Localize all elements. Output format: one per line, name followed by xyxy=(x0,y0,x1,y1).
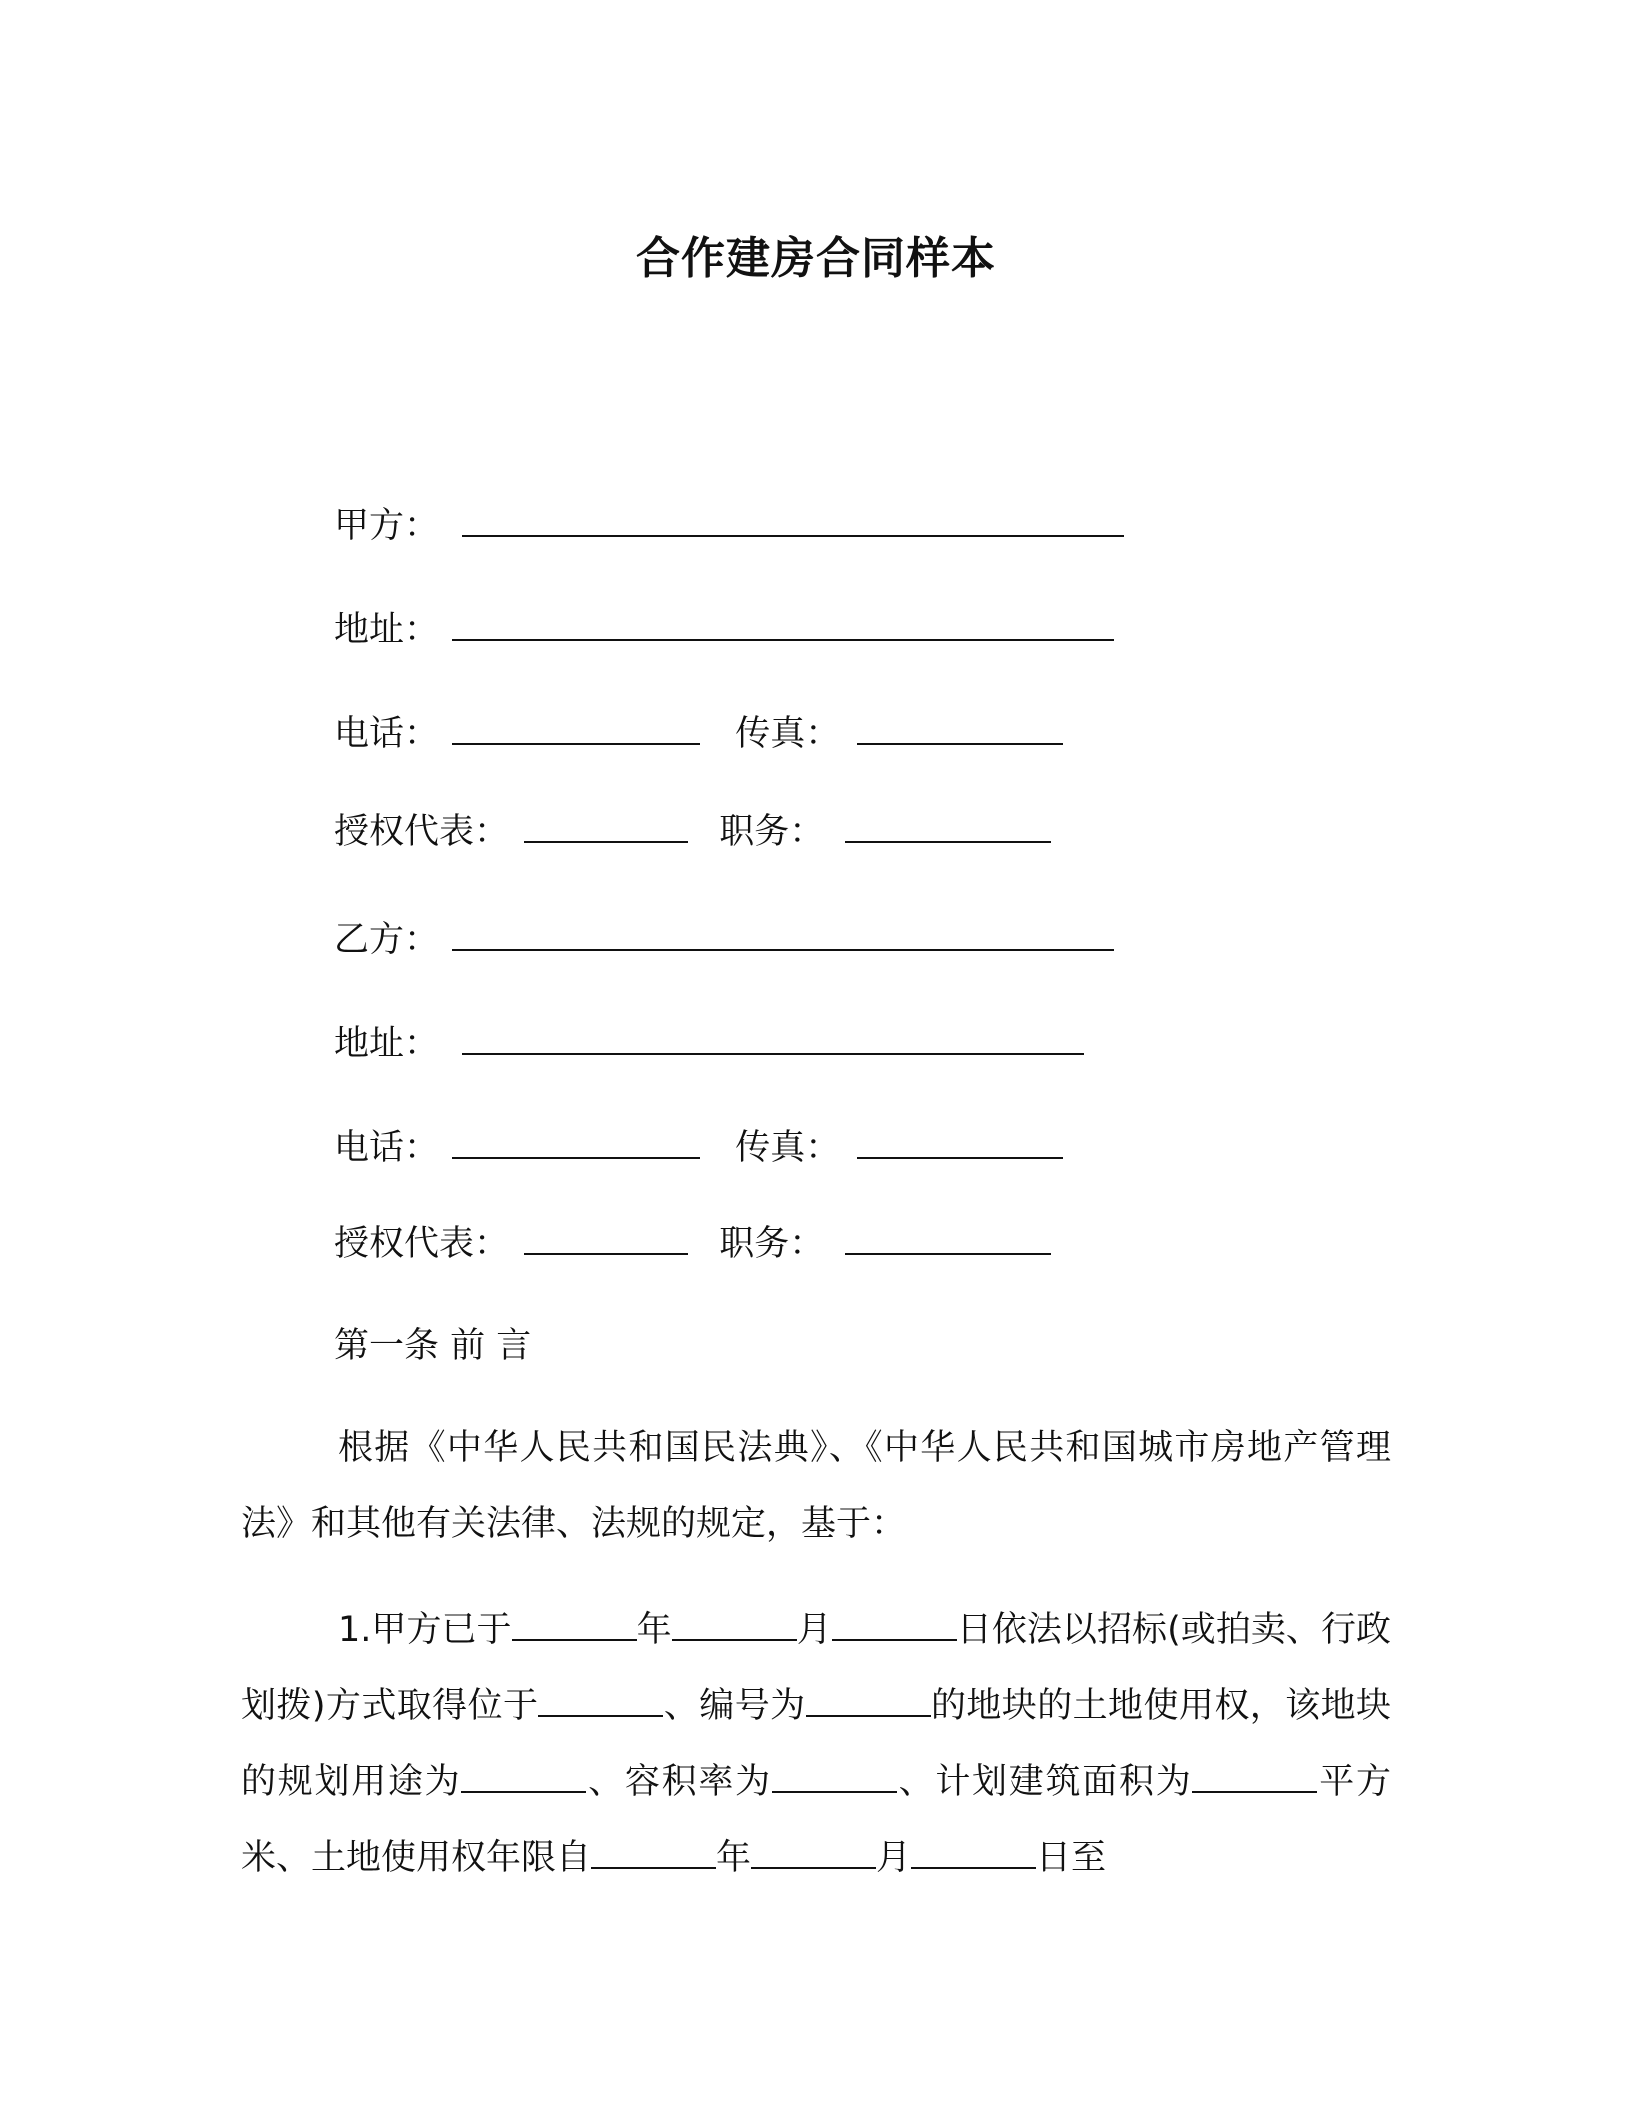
party-a-blank[interactable] xyxy=(462,531,1124,537)
clause-1-blank-area[interactable] xyxy=(1192,1765,1317,1793)
party-b-fax-label: 传真： xyxy=(735,1128,841,1168)
party-a-address-line xyxy=(334,608,1114,652)
party-a-address-blank[interactable] xyxy=(452,635,1114,641)
clause-1-text: 平方米、土地使用权年限自 xyxy=(241,1762,1391,1878)
clause-1-text: 的地块的土地使用权，该地块的规划用途为 xyxy=(241,1686,1391,1802)
clause-1-text: 日依法以招标(或拍卖、行政划拨)方式取得位于 xyxy=(241,1610,1391,1726)
article-1-clause-1 xyxy=(241,1592,1391,1896)
article-1-heading: 第一条 前 言 xyxy=(334,1326,532,1366)
party-b-label: 乙方： xyxy=(334,920,440,960)
party-a-phone-blank[interactable] xyxy=(452,739,700,745)
party-a-rep-blank[interactable] xyxy=(524,837,688,843)
clause-1-blank-month[interactable] xyxy=(672,1613,797,1641)
clause-1-blank-location[interactable] xyxy=(538,1689,663,1717)
clause-1-blank-start-day[interactable] xyxy=(911,1841,1036,1869)
clause-1-blank-year[interactable] xyxy=(512,1613,637,1641)
party-b-blank[interactable] xyxy=(452,945,1114,951)
party-a-rep-label: 授权代表： xyxy=(334,812,510,852)
party-a-position-blank[interactable] xyxy=(845,837,1051,843)
party-b-address-blank[interactable] xyxy=(462,1049,1084,1055)
party-b-rep-label: 授权代表： xyxy=(334,1224,510,1264)
party-b-phone-line xyxy=(334,1126,1063,1170)
clause-1-blank-day[interactable] xyxy=(832,1613,957,1641)
party-a-line xyxy=(334,504,1124,548)
party-a-phone-label: 电话： xyxy=(334,714,440,754)
document-title: 合作建房合同样本 xyxy=(636,233,996,284)
clause-1-text: 年 xyxy=(716,1838,752,1878)
party-b-rep-line xyxy=(334,1222,1051,1266)
party-a-address-label: 地址： xyxy=(334,610,440,650)
clause-1-blank-usage[interactable] xyxy=(461,1765,586,1793)
clause-1-text: 月 xyxy=(796,1610,832,1650)
clause-1-text: 日至 xyxy=(1036,1838,1107,1878)
clause-1-blank-start-month[interactable] xyxy=(751,1841,876,1869)
party-b-position-label: 职务： xyxy=(719,1224,825,1264)
article-1-preamble: 根据《中华人民共和国民法典》、《中华人民共和国城市房地产管理法》和其他有关法律、法规的规定，基于： xyxy=(241,1428,1391,1544)
party-b-line xyxy=(334,918,1114,962)
clause-1-text: 、编号为 xyxy=(663,1686,806,1726)
clause-1-blank-plot-ratio[interactable] xyxy=(772,1765,897,1793)
clause-1-text: 月 xyxy=(876,1838,912,1878)
clause-1-text: 年 xyxy=(636,1610,672,1650)
clause-1-blank-start-year[interactable] xyxy=(591,1841,716,1869)
party-a-fax-label: 传真： xyxy=(735,714,841,754)
party-a-fax-blank[interactable] xyxy=(857,739,1063,745)
party-a-label: 甲方： xyxy=(334,506,440,546)
party-a-phone-line xyxy=(334,712,1063,756)
party-b-address-label: 地址： xyxy=(334,1024,440,1064)
party-b-address-line xyxy=(334,1022,1084,1066)
clause-1-text: 、计划建筑面积为 xyxy=(896,1762,1193,1802)
party-b-phone-blank[interactable] xyxy=(452,1153,700,1159)
party-a-position-label: 职务： xyxy=(719,812,825,852)
party-a-rep-line xyxy=(334,810,1051,854)
party-b-phone-label: 电话： xyxy=(334,1128,440,1168)
party-b-fax-blank[interactable] xyxy=(857,1153,1063,1159)
clause-1-blank-number[interactable] xyxy=(806,1689,931,1717)
party-b-rep-blank[interactable] xyxy=(524,1249,688,1255)
party-b-position-blank[interactable] xyxy=(845,1249,1051,1255)
clause-1-text: 1.甲方已于 xyxy=(338,1610,512,1650)
clause-1-text: 、容积率为 xyxy=(586,1762,772,1802)
